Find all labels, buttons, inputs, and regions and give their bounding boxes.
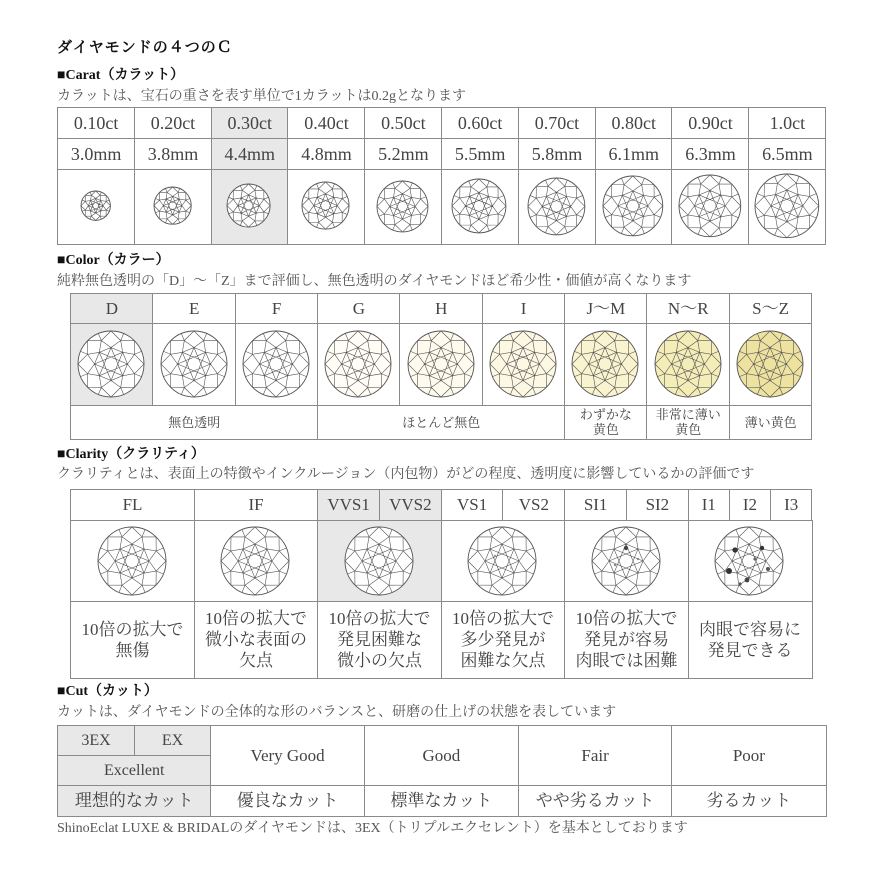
cut-grade-meaning: 劣るカット xyxy=(671,785,826,817)
color-diamond-icon xyxy=(323,329,393,399)
color-grade-header: G xyxy=(317,293,401,325)
color-heading: ■Color（カラー） xyxy=(57,253,170,268)
clarity-grade-description xyxy=(70,601,195,679)
clarity-grade-description xyxy=(441,601,566,679)
clarity-diamond-icon xyxy=(590,525,662,597)
carat-weight-cell: 0.90ct xyxy=(671,107,749,140)
clarity-diamond-icon xyxy=(343,525,415,597)
color-diamond-icon xyxy=(406,329,476,399)
cut-grade-ex: EX xyxy=(134,725,212,757)
page-title: ダイヤモンドの４つのＣ xyxy=(57,40,233,56)
clarity-heading: ■Clarity（クラリティ） xyxy=(57,447,205,462)
color-grade-header: S〜Z xyxy=(729,293,813,325)
clarity-grade-description-line: 発見困難な xyxy=(337,630,422,650)
color-diamond-icon xyxy=(76,329,146,399)
color-group-label-line: わずかな xyxy=(579,407,632,423)
color-group-label-line: 非常に薄い xyxy=(655,407,721,423)
color-group-label-line: 黄色 xyxy=(592,422,619,438)
clarity-grade-header: VS1 xyxy=(441,489,504,522)
color-grade-header: D xyxy=(70,293,154,325)
carat-diamond-icon xyxy=(152,185,193,226)
clarity-grade-header: VVS1 xyxy=(317,489,380,522)
carat-diamond-icon xyxy=(677,173,743,239)
color-grade-header: I xyxy=(482,293,566,325)
color-diamond-icon xyxy=(241,329,311,399)
carat-diamond-icon xyxy=(300,180,351,231)
cut-grade-name: Poor xyxy=(671,725,826,787)
clarity-grade-description-line: 困難な欠点 xyxy=(460,651,546,671)
clarity-grade-description-line: 10倍の拡大で xyxy=(205,609,307,629)
clarity-grade-description-line: 10倍の拡大で xyxy=(452,609,554,629)
carat-heading: ■Carat（カラット） xyxy=(57,68,185,83)
cut-heading: ■Cut（カット） xyxy=(57,684,158,699)
color-group-label-line: 黄色 xyxy=(675,422,702,438)
cut-description: カットは、ダイヤモンドの全体的な形のバランスと、研磨の仕上げの状態を表しています xyxy=(57,705,617,720)
color-description: 純粋無色透明の「D」〜「Z」まで評価し、無色透明のダイヤモンドほど希少性・価値が高くなります xyxy=(57,274,692,289)
clarity-grade-description xyxy=(564,601,689,679)
color-diamond-icon xyxy=(488,329,558,399)
carat-weight-cell: 0.80ct xyxy=(595,107,673,140)
clarity-diamond-icon xyxy=(96,525,168,597)
carat-weight-cell: 0.20ct xyxy=(134,107,212,140)
color-group-label xyxy=(70,405,319,440)
color-diamond-icon xyxy=(570,329,640,399)
clarity-grade-header: FL xyxy=(70,489,195,522)
carat-weight-cell: 0.50ct xyxy=(364,107,442,140)
color-grade-header: E xyxy=(152,293,236,325)
color-grade-header: H xyxy=(399,293,483,325)
cut-grade-name: Good xyxy=(364,725,519,787)
carat-description: カラットは、宝石の重さを表す単位で1カラットは0.2gとなります xyxy=(57,89,466,104)
cut-grade-excellent: Excellent xyxy=(57,755,212,787)
clarity-diamond-icon xyxy=(219,525,291,597)
color-diamond-icon xyxy=(735,329,805,399)
clarity-grade-description-line: 発見できる xyxy=(707,640,793,660)
clarity-grade-header: IF xyxy=(194,489,319,522)
clarity-grade-description-line: 10倍の拡大で xyxy=(81,619,184,639)
clarity-diamond-icon xyxy=(466,525,538,597)
clarity-diamond-icon xyxy=(713,525,785,597)
carat-diamond-icon xyxy=(450,177,508,235)
carat-diamond-icon xyxy=(225,182,272,229)
clarity-grade-description-line: 肉眼で容易に xyxy=(699,619,801,639)
carat-diameter-cell: 6.3mm xyxy=(671,138,749,171)
carat-diameter-cell: 3.8mm xyxy=(134,138,212,171)
color-grade-header: J〜M xyxy=(564,293,648,325)
color-group-label-line: 薄い黄色 xyxy=(744,414,797,430)
color-group-label xyxy=(564,405,648,440)
clarity-description: クラリティとは、表面上の特徴やインクルージョン（内包物）がどの程度、透明度に影響しているかの評価です xyxy=(57,467,755,482)
cut-grade-meaning: 標準なカット xyxy=(364,785,519,817)
carat-diamond-icon xyxy=(601,174,665,238)
color-diamond-icon xyxy=(653,329,723,399)
clarity-grade-header: VVS2 xyxy=(379,489,442,522)
carat-weight-cell: 0.10ct xyxy=(57,107,135,140)
clarity-grade-description-line: 無傷 xyxy=(115,640,150,660)
carat-weight-cell: 0.40ct xyxy=(287,107,365,140)
color-grade-header: N〜R xyxy=(646,293,730,325)
color-group-label xyxy=(317,405,566,440)
carat-diamond-icon xyxy=(375,179,430,234)
carat-diameter-cell: 5.8mm xyxy=(518,138,596,171)
carat-diameter-cell: 3.0mm xyxy=(57,138,135,171)
carat-diameter-cell: 4.4mm xyxy=(211,138,289,171)
color-group-label-line: 無色透明 xyxy=(168,414,221,430)
clarity-grade-description-line: 発見が容易 xyxy=(584,630,669,650)
carat-diameter-cell: 6.1mm xyxy=(595,138,673,171)
carat-diameter-cell: 5.5mm xyxy=(441,138,519,171)
clarity-grade-description xyxy=(317,601,442,679)
clarity-grade-description-line: 10倍の拡大で xyxy=(328,609,431,629)
cut-grade-3ex: 3EX xyxy=(57,725,135,757)
cut-grade-name: Fair xyxy=(518,725,673,787)
clarity-grade-header: I3 xyxy=(770,489,813,522)
carat-diameter-cell: 4.8mm xyxy=(287,138,365,171)
clarity-grade-header: I1 xyxy=(688,489,731,522)
clarity-grade-header: I2 xyxy=(729,489,772,522)
clarity-grade-description-line: 微小な表面の xyxy=(205,630,307,650)
cut-grade-meaning: 優良なカット xyxy=(210,785,365,817)
clarity-grade-header: VS2 xyxy=(502,489,565,522)
carat-diamond-icon xyxy=(753,172,821,240)
clarity-grade-description-line: 多少発見が xyxy=(460,630,546,650)
clarity-grade-description xyxy=(688,601,813,679)
clarity-grade-header: SI2 xyxy=(626,489,689,522)
clarity-grade-description-line: 欠点 xyxy=(239,651,273,671)
color-group-label xyxy=(646,405,730,440)
color-grade-header: F xyxy=(235,293,319,325)
clarity-grade-header: SI1 xyxy=(564,489,627,522)
cut-meaning-excellent: 理想的なカット xyxy=(57,785,212,817)
color-group-label-line: ほとんど無色 xyxy=(402,414,481,430)
carat-diameter-cell: 6.5mm xyxy=(748,138,826,171)
carat-weight-cell: 0.30ct xyxy=(211,107,289,140)
carat-weight-cell: 1.0ct xyxy=(748,107,826,140)
cut-grade-name: Very Good xyxy=(210,725,365,787)
clarity-grade-description-line: 肉眼では困難 xyxy=(575,651,678,671)
clarity-grade-description-line: 10倍の拡大で xyxy=(575,609,678,629)
carat-weight-cell: 0.60ct xyxy=(441,107,519,140)
cut-grade-meaning: やや劣るカット xyxy=(518,785,673,817)
color-group-label xyxy=(729,405,813,440)
carat-weight-cell: 0.70ct xyxy=(518,107,596,140)
footer-note: ShinoEclat LUXE & BRIDALのダイヤモンドは、3EX（トリプルエクセレント）を基本としております xyxy=(57,821,688,836)
clarity-grade-description-line: 微小の欠点 xyxy=(337,651,422,671)
carat-diamond-icon xyxy=(526,176,587,237)
carat-diameter-cell: 5.2mm xyxy=(364,138,442,171)
carat-diamond-icon xyxy=(79,189,112,222)
clarity-grade-description xyxy=(194,601,319,679)
color-diamond-icon xyxy=(159,329,229,399)
